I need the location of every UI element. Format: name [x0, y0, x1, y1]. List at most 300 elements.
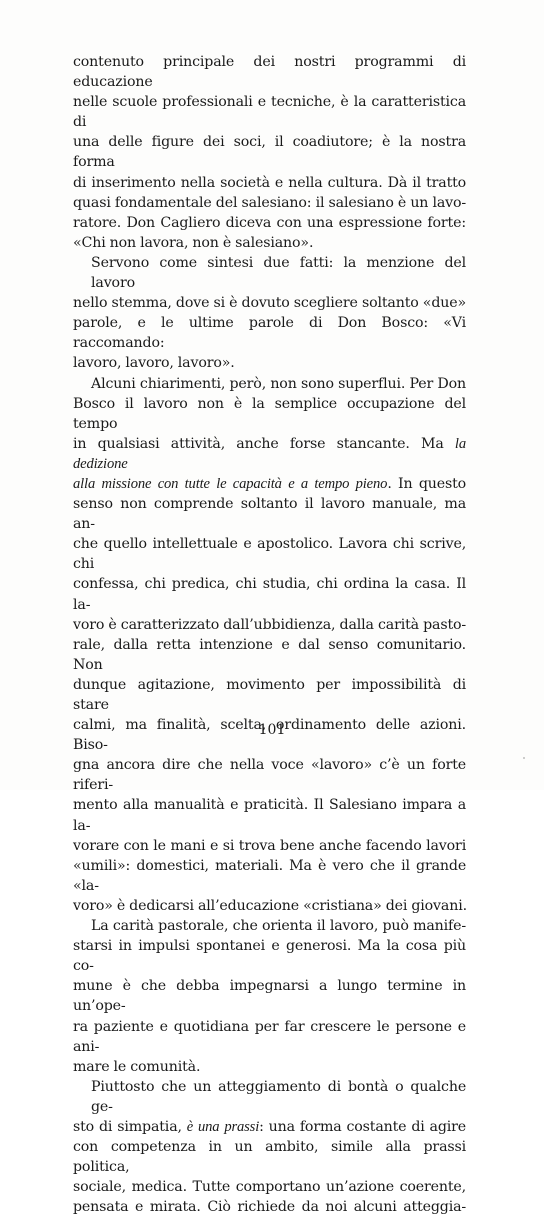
text-segment: far	[284, 1018, 305, 1035]
text-segment: Tutte	[192, 1179, 231, 1196]
text-segment: ancora	[106, 757, 155, 774]
text-line	[73, 534, 466, 574]
text-segment: gna	[73, 757, 100, 774]
text-segment: nelle	[73, 94, 108, 111]
text-segment: materiali.	[215, 857, 283, 874]
text-segment: e	[257, 94, 266, 111]
text-segment: «due»	[422, 295, 467, 312]
text-line	[73, 52, 466, 92]
text-segment: nella	[288, 174, 323, 191]
text-segment: chiarimenti,	[139, 375, 226, 392]
text-segment: forte:	[427, 214, 466, 231]
text-segment: per	[316, 676, 341, 693]
text-segment: un’ope-	[73, 998, 126, 1015]
text-segment: del	[444, 254, 467, 271]
text-segment: scegliere	[293, 295, 358, 312]
text-segment: debba	[176, 978, 220, 995]
text-segment: «umili»:	[73, 857, 131, 874]
text-segment: per	[254, 1018, 279, 1035]
text-line	[73, 755, 466, 795]
text-segment: Ma	[421, 435, 444, 452]
text-segment: manualità	[153, 797, 225, 814]
text-segment: con	[123, 837, 149, 854]
text-segment: cultura.	[327, 174, 383, 191]
text-segment: casa.	[414, 576, 451, 593]
text-segment: la	[353, 94, 367, 111]
text-segment: azioni.	[419, 717, 466, 734]
text-segment: c’è	[379, 757, 400, 774]
text-segment: anche	[236, 435, 279, 452]
italic-text: missione	[101, 475, 152, 492]
text-segment: sintesi	[207, 254, 254, 271]
text-segment: dunque	[73, 676, 127, 693]
text-segment: più	[443, 938, 467, 955]
text-segment: le	[376, 1018, 390, 1035]
text-segment: che	[141, 978, 167, 995]
text-segment: è	[122, 978, 131, 995]
text-segment: rale,	[73, 636, 105, 653]
text-segment: parole,	[73, 315, 123, 332]
body-text	[73, 52, 466, 1217]
italic-text: dedizione	[73, 455, 128, 472]
text-segment: la-	[73, 596, 91, 613]
text-segment: Cagliero	[160, 214, 221, 231]
text-segment: competenza	[110, 1139, 196, 1156]
text-segment: cosa	[405, 938, 438, 955]
text-segment: manife-	[413, 918, 467, 935]
text-segment: generosi.	[285, 938, 352, 955]
text-segment: non	[120, 496, 147, 513]
text-segment: simpatia,	[117, 1118, 182, 1135]
text-segment: il	[401, 857, 410, 874]
text-segment: figure	[151, 134, 194, 151]
text-segment: può	[382, 918, 409, 935]
text-line	[73, 253, 466, 293]
text-segment: Ma	[357, 938, 381, 955]
text-segment: politica,	[73, 1159, 130, 1176]
text-segment: la	[343, 254, 357, 271]
text-segment: dovuto	[241, 295, 290, 312]
text-line	[73, 1117, 466, 1137]
text-line	[73, 1077, 466, 1117]
text-segment: un	[193, 1078, 212, 1095]
text-line	[73, 1017, 466, 1057]
text-segment: è	[318, 857, 327, 874]
text-segment: facendo	[365, 837, 422, 854]
text-segment: forma	[299, 1118, 342, 1135]
text-segment: senso	[73, 496, 113, 513]
text-segment: in	[208, 1139, 222, 1156]
text-segment: superflui.	[338, 375, 406, 392]
text-segment: «lavoro»	[310, 757, 372, 774]
text-segment: Ma	[289, 857, 312, 874]
text-segment: pastorale,	[158, 918, 229, 935]
text-segment: Don	[337, 315, 367, 332]
text-segment: Don	[437, 375, 466, 392]
text-line	[73, 936, 466, 976]
text-segment: due	[263, 254, 290, 271]
text-segment: è	[381, 134, 391, 151]
text-segment: Dà	[387, 174, 408, 191]
text-segment: come	[159, 254, 198, 271]
text-segment: di	[411, 1118, 425, 1135]
text-segment: Alcuni	[91, 375, 136, 392]
text-segment: di	[98, 1118, 113, 1135]
text-segment: stancante.	[336, 435, 410, 452]
text-segment: qualche	[410, 1078, 467, 1095]
text-segment: nello	[73, 295, 108, 312]
text-segment: delle	[108, 134, 143, 151]
text-segment: vero	[332, 857, 364, 874]
text-segment: ani-	[73, 1038, 100, 1055]
text-segment: è	[397, 194, 407, 211]
text-line	[73, 132, 466, 172]
text-segment: richiede	[237, 1199, 296, 1216]
italic-text: a	[300, 475, 309, 492]
text-segment: è	[233, 395, 243, 412]
text-line	[73, 1197, 466, 1217]
text-segment: lungo	[337, 978, 378, 995]
text-segment: Lavora	[338, 536, 388, 553]
text-segment: e	[274, 174, 284, 191]
text-segment: e	[209, 837, 219, 854]
text-segment: anche	[318, 837, 362, 854]
italic-text: tutte	[184, 475, 210, 492]
text-segment: praticità.	[243, 797, 309, 814]
text-segment: il	[124, 395, 134, 412]
text-segment: Non	[73, 656, 103, 673]
text-segment: soltanto	[361, 295, 419, 312]
text-segment: educazione	[73, 74, 153, 91]
text-segment: an-	[73, 516, 95, 533]
text-segment: di	[73, 114, 87, 131]
text-line	[73, 92, 466, 132]
text-segment: apostolico.	[257, 536, 333, 553]
italic-text: le	[216, 475, 227, 492]
text-segment: è	[340, 94, 349, 111]
text-segment: Biso-	[73, 737, 108, 754]
text-segment: scelta,	[220, 717, 267, 734]
text-segment: atteggiamento	[218, 1078, 321, 1095]
text-segment: chi	[73, 556, 95, 573]
text-segment: e	[271, 938, 280, 955]
text-segment: del	[444, 395, 467, 412]
text-segment: menzione	[366, 254, 435, 271]
text-segment: attività,	[170, 435, 226, 452]
text-segment: medica.	[131, 1179, 187, 1196]
text-segment: nostri	[294, 54, 336, 70]
text-segment: pasto-	[423, 616, 467, 633]
text-segment: voro	[73, 616, 105, 633]
text-segment: il	[274, 134, 284, 151]
text-segment: quello	[103, 536, 147, 553]
text-segment: e	[457, 1018, 467, 1035]
text-segment: Ciò	[207, 1199, 231, 1216]
text-segment: coerente,	[399, 1179, 467, 1196]
text-segment: agire	[429, 1118, 467, 1135]
text-segment: chi	[392, 536, 415, 553]
text-segment: impossibilità	[351, 676, 442, 693]
text-segment: semplice	[274, 395, 338, 412]
text-segment: fondamentale	[114, 194, 212, 211]
text-segment: termine	[387, 978, 443, 995]
text-segment: nella	[229, 757, 265, 774]
italic-text: e	[288, 475, 295, 492]
text-segment: nella	[180, 174, 216, 191]
text-line	[73, 394, 466, 434]
text-segment: riferi-	[73, 777, 114, 794]
text-segment: intellettuale	[152, 536, 238, 553]
text-segment: «la-	[73, 877, 99, 894]
text-line	[73, 856, 466, 896]
text-segment: qualsiasi	[97, 435, 160, 452]
text-segment: a	[457, 797, 467, 814]
text-line	[73, 976, 466, 1016]
text-segment: ra	[73, 1018, 88, 1035]
text-segment: che	[369, 857, 395, 874]
text-segment: comprende	[153, 496, 234, 513]
text-segment: Salesiano	[329, 797, 397, 814]
text-segment: lavoro,	[329, 918, 379, 935]
text-line	[73, 293, 466, 313]
text-line	[73, 193, 466, 213]
text-segment: lavo-	[432, 194, 467, 211]
text-segment: in	[452, 978, 467, 995]
italic-text: prassi	[224, 1118, 260, 1135]
text-line	[73, 615, 466, 635]
text-segment: quotidiana	[173, 1018, 249, 1035]
text-segment: calmi,	[73, 717, 116, 734]
text-segment: chi	[144, 576, 166, 593]
text-segment: grande	[416, 857, 467, 874]
text-segment: delle	[375, 717, 411, 734]
text-segment: stemma,	[111, 295, 172, 312]
text-segment: che	[232, 918, 258, 935]
text-segment: tratto	[426, 174, 467, 191]
text-segment: Don	[126, 214, 156, 231]
text-line	[73, 213, 466, 233]
text-segment: si	[213, 295, 225, 312]
text-segment: impegnarsi	[229, 978, 309, 995]
text-segment: sono	[300, 375, 334, 392]
text-segment: la	[395, 576, 409, 593]
text-segment: da	[301, 1199, 319, 1216]
text-segment: è	[229, 295, 238, 312]
text-segment: fatti:	[299, 254, 334, 271]
text-segment: si	[222, 837, 235, 854]
text-segment: questo	[418, 475, 467, 492]
page-number: 101	[258, 722, 286, 738]
italic-text: una	[197, 1118, 220, 1135]
text-segment: In	[398, 475, 413, 492]
text-segment: il	[315, 194, 325, 211]
text-line	[73, 675, 466, 715]
text-segment: e	[135, 1199, 144, 1216]
text-segment: un	[234, 1139, 253, 1156]
text-segment: atteggia-	[403, 1199, 467, 1216]
text-line	[73, 836, 466, 856]
text-segment: il	[304, 496, 314, 513]
text-segment: alla	[123, 797, 149, 814]
text-segment: stare	[73, 697, 109, 713]
text-segment: diceva	[225, 214, 272, 231]
text-segment: però,	[229, 375, 267, 392]
text-segment: chi	[235, 576, 257, 593]
text-segment: di	[452, 676, 467, 693]
text-segment: spontanei	[196, 938, 266, 955]
text-segment: contenuto	[73, 54, 144, 70]
text-segment: con	[276, 214, 302, 231]
text-segment: ultime	[188, 315, 234, 332]
text-segment: forma	[73, 154, 115, 171]
text-segment: forse	[289, 435, 326, 452]
text-line	[73, 1057, 466, 1077]
text-segment: le	[160, 315, 174, 332]
text-segment: non	[270, 375, 297, 392]
text-segment: la	[252, 395, 265, 412]
text-segment: società	[220, 174, 270, 191]
text-segment: intenzione	[199, 636, 273, 653]
text-segment: voce	[271, 757, 304, 774]
text-segment: caratteristica	[371, 94, 467, 111]
text-segment: soci,	[233, 134, 266, 151]
text-segment: confessa,	[73, 576, 139, 593]
text-segment: ge-	[91, 1098, 113, 1115]
text-segment: mare le comunità.	[73, 1058, 201, 1075]
text-segment: orienta	[261, 918, 313, 935]
text-line	[73, 795, 466, 835]
text-segment: senso	[328, 636, 369, 653]
text-segment: tempo	[73, 415, 118, 432]
text-segment: chi	[316, 576, 338, 593]
text-segment: alcuni	[353, 1199, 397, 1216]
text-segment: con	[73, 1139, 99, 1156]
text-line	[73, 635, 466, 675]
text-segment: o	[395, 1078, 404, 1095]
italic-text: tempo	[314, 475, 350, 492]
text-segment: quasi	[73, 194, 111, 211]
text-segment: Bosco	[73, 395, 115, 412]
text-segment: coadiutore;	[292, 134, 373, 151]
text-segment: parole	[248, 315, 294, 332]
text-segment: forte	[432, 757, 467, 774]
text-segment: le	[153, 837, 166, 854]
text-segment: mune	[73, 978, 113, 995]
text-segment: «Vi	[443, 315, 467, 332]
text-segment: dalla	[113, 636, 148, 653]
text-line	[73, 353, 466, 373]
text-segment: scrive,	[419, 536, 467, 553]
text-segment: ratore.	[73, 214, 122, 231]
text-segment: e	[281, 636, 290, 653]
italic-text: alla	[73, 475, 96, 492]
text-segment: il	[316, 918, 326, 935]
italic-text: la	[454, 435, 466, 452]
text-segment: programmi	[354, 54, 434, 70]
text-segment: occupazione	[346, 395, 435, 412]
text-segment: il	[412, 174, 422, 191]
text-segment: Piuttosto	[91, 1078, 155, 1095]
text-segment: scuole	[112, 94, 158, 111]
text-segment: e	[159, 1018, 168, 1035]
text-segment: dire	[162, 757, 191, 774]
text-segment: finalità,	[156, 717, 211, 734]
text-segment: vorare	[73, 837, 120, 854]
text-segment: «Chi non lavora, non è salesiano».	[73, 234, 314, 251]
text-segment: un’azione	[326, 1179, 394, 1196]
text-segment: :	[259, 1118, 264, 1135]
text-segment: alla	[385, 1139, 411, 1156]
text-segment: noi	[325, 1199, 348, 1216]
text-segment: che	[73, 536, 99, 553]
italic-text: capacità	[232, 475, 282, 492]
text-segment: una	[307, 214, 334, 231]
text-segment: .	[387, 475, 392, 492]
text-segment: che	[161, 1078, 187, 1095]
text-line	[73, 434, 466, 474]
text-segment: una	[268, 1118, 295, 1135]
text-segment: comunitario.	[376, 636, 467, 653]
text-segment: lavoro	[91, 275, 135, 292]
text-segment: impara	[402, 797, 453, 814]
text-segment: soltanto	[240, 496, 298, 513]
text-segment: Per	[409, 375, 434, 392]
text-segment: sto	[73, 1118, 95, 1135]
text-segment: lavoro	[320, 496, 365, 513]
text-line	[73, 574, 466, 614]
text-segment: una	[73, 134, 100, 151]
text-segment: ordina	[343, 576, 390, 593]
text-segment: ma	[125, 717, 147, 734]
text-segment: nostra	[421, 134, 467, 151]
text-segment: del	[215, 194, 238, 211]
text-segment: studia,	[262, 576, 311, 593]
text-segment: comportano	[235, 1179, 321, 1196]
italic-text: con	[157, 475, 179, 492]
text-segment: prassi	[423, 1139, 467, 1156]
text-line	[73, 1177, 466, 1197]
text-segment: paziente	[93, 1018, 154, 1035]
text-segment: impulsi	[138, 938, 190, 955]
text-segment: lavoro	[143, 395, 188, 412]
text-segment: di	[73, 174, 87, 191]
text-segment: retta	[156, 636, 191, 653]
text-segment: Il	[313, 797, 324, 814]
text-segment: La	[91, 918, 109, 935]
text-segment: mento	[73, 797, 118, 814]
text-segment: co-	[73, 958, 94, 975]
text-line	[73, 374, 466, 394]
text-segment: dei	[253, 54, 275, 70]
text-segment: domestici,	[136, 857, 209, 874]
text-segment: principale	[163, 54, 235, 70]
text-segment: la-	[73, 817, 91, 834]
text-segment: persone	[395, 1018, 452, 1035]
text-segment: dove	[175, 295, 210, 312]
text-line	[73, 494, 466, 534]
italic-text: pieno	[355, 475, 388, 492]
text-segment: è	[108, 616, 117, 633]
text-segment: voro» è dedicarsi all’educazione «cristiana» dei giovani.	[73, 897, 467, 914]
text-segment: sociale,	[73, 1179, 127, 1196]
text-segment: carità	[377, 616, 419, 633]
text-segment: starsi	[73, 938, 113, 955]
text-segment: pensata	[73, 1199, 129, 1216]
text-segment: di	[452, 54, 467, 70]
text-segment: agitazione,	[137, 676, 215, 693]
text-segment: la	[399, 134, 412, 151]
text-segment: ordinamento	[275, 717, 367, 734]
